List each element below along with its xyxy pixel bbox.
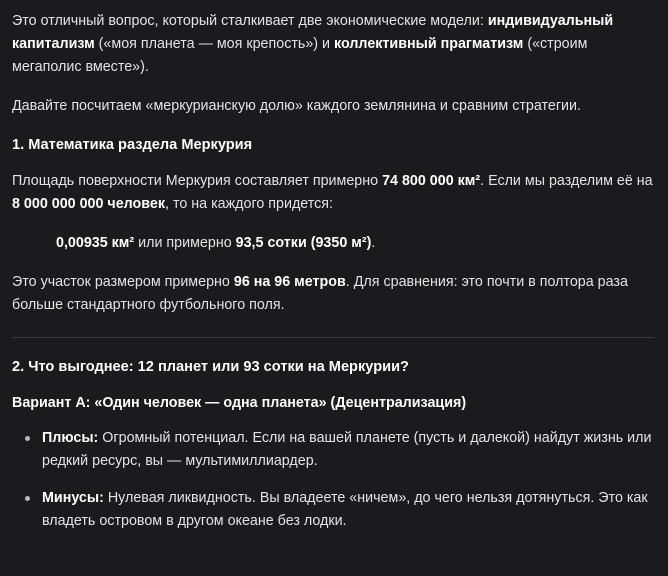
intro-paragraph-2: Давайте посчитаем «меркурианскую долю» каждого землянина и сравним стратегии. xyxy=(12,98,581,114)
mercury-area-text-e: , то на каждого придется: xyxy=(165,196,334,212)
bullet-text-cons: Нулевая ликвидность. Вы владеете «ничем», до чего нельзя дотянуться. Это как владеть островом в другом океане без лодки. xyxy=(42,490,648,529)
population-value: 8 000 000 000 человек xyxy=(12,196,165,212)
section-divider xyxy=(12,337,654,338)
intro-paragraph-1 xyxy=(12,10,654,79)
comparison-text-a: Это участок размером примерно xyxy=(12,274,234,290)
mercury-surface-area-value: 74 800 000 км² xyxy=(382,173,481,189)
comparison-text-c: . Для сравнения: это почти в полтора раза больше стандартного футбольного поля. xyxy=(12,274,628,313)
share-km2-value: 0,00935 км² xyxy=(56,235,135,251)
section-1-heading: 1. Математика раздела Меркурия xyxy=(12,137,253,153)
plot-dimensions-value: 96 на 96 метров xyxy=(233,274,346,290)
intro-text-c: («моя планета — моя крепость») и xyxy=(94,36,334,52)
variant-a-title: Вариант А: «Один человек — одна планета» (Децентрализация) xyxy=(12,395,467,411)
share-text-end: . xyxy=(371,235,376,251)
list-item xyxy=(12,487,654,533)
mercury-area-text-c: . Если мы разделим её на xyxy=(480,173,653,189)
bullet-label-pros: Плюсы: xyxy=(42,430,99,446)
section-2-heading: 2. Что выгоднее: 12 планет или 93 сотки на Меркурии? xyxy=(12,359,409,375)
intro-bold-collective-pragmatism: коллективный прагматизм xyxy=(334,36,524,52)
bullet-text-pros: Огромный потенциал. Если на вашей планете (пусть и далекой) найдут жизнь или редкий ресурс, вы — мультимиллиардер. xyxy=(42,430,652,469)
share-sotki-value: 93,5 сотки (9350 м²) xyxy=(235,235,372,251)
variant-a-list xyxy=(12,427,654,533)
mercury-area-text-a: Площадь поверхности Меркурия составляет примерно xyxy=(12,173,383,189)
intro-text-a: Это отличный вопрос, который сталкивает две экономические модели: xyxy=(12,13,488,29)
section-1-comparison-paragraph xyxy=(12,271,654,317)
bullet-label-cons: Минусы: xyxy=(42,490,104,506)
list-item xyxy=(12,427,654,473)
section-1-paragraph xyxy=(12,170,654,216)
intro-text-e: («строим мегаполис вместе»). xyxy=(12,36,588,75)
share-text-or: или примерно xyxy=(134,235,236,251)
per-person-share-line xyxy=(12,232,654,255)
intro-bold-individual-capitalism: индивидуальный капитализм xyxy=(12,13,614,52)
